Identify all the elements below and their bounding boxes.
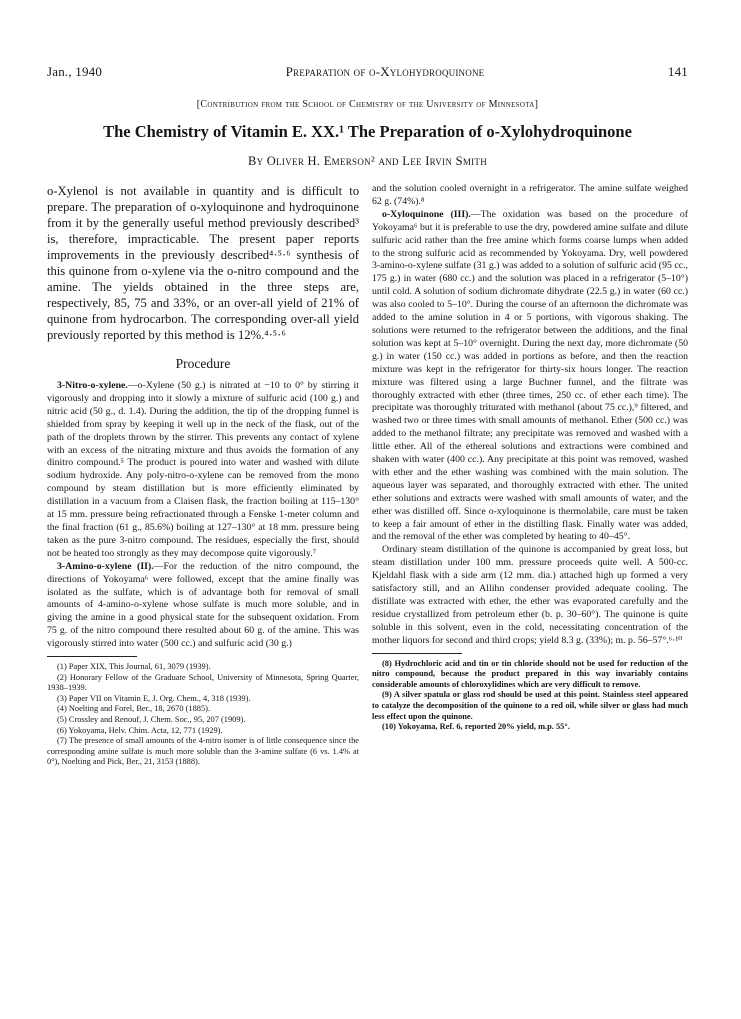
footnote: (2) Honorary Fellow of the Graduate School, University of Minnesota, Spring Quarter, 1938–1939. [47, 672, 359, 693]
paragraph-text: Ordinary steam distillation of the quinone is accompanied by great loss, but steam distillation under 100 mm. pressure proceeds quite well. A 500-cc. Kjeldahl flask with a side arm (12 mm. dia.) attached high up formed a very satisfactory still, and an Allihn condenser provided adequate cooling. The distillate was extracted with ether, the ether was evaporated carefully and the residue crystallized from petroleum ether (b. p. 30–60°). The quinone is quite soluble in this solvent, even in the cold, necessitating concentration of the mother liquors for second and third crops; yield 8.3 g. (33%); m. p. 56–57°.⁶·¹⁰ [372, 544, 688, 646]
paragraph-amino-xylene [47, 561, 359, 651]
footnote: (7) The presence of small amounts of the 4-nitro isomer is of little consequence since the corresponding amine sulfate is much more soluble than the 3-amine sulfate (6 vs. 1.4% at 0°), Noelting and Pick, Ber., 21, 3153 (1888). [47, 736, 359, 767]
footnote-rule [372, 653, 462, 654]
footnote: (5) Crossley and Renouf, J. Chem. Soc., 95, 207 (1909). [57, 715, 246, 724]
header-running-title: Preparation of o-Xylohydroquinone [285, 64, 485, 79]
footnote: (3) Paper VII on Vitamin E, J. Org. Chem., 4, 318 (1939). [57, 693, 251, 703]
paragraph-nitro-xylene [47, 380, 359, 561]
header-page-number: 141 [667, 64, 688, 79]
paragraph-xyloquinone [372, 209, 688, 545]
paragraph-steam-distillation [372, 544, 688, 647]
left-column [47, 183, 359, 768]
footnotes-left [47, 662, 359, 768]
paragraph-text: and the solution cooled overnight in a refrigerator. The amine sulfate weighed 62 g. (74%).⁸ [372, 183, 688, 207]
paragraph-amine-sulfate-end [372, 183, 688, 209]
footnote: (4) Noelting and Forel, Ber., 18, 2670 (1885). [57, 704, 211, 714]
footnotes-right [372, 659, 688, 733]
running-header [47, 64, 688, 80]
footnote: (1) Paper XIX, This Journal, 61, 3079 (1939). [57, 662, 211, 672]
paragraph-lead: o-Xyloquinone (III). [382, 208, 471, 220]
header-date: Jan., 1940 [47, 64, 103, 79]
author-line: By Oliver H. Emerson² and Lee Irvin Smith [247, 154, 488, 168]
article-title: The Chemistry of Vitamin E. XX.¹ The Preparation of o-Xylohydroquinone [103, 122, 632, 141]
footnote: (10) Yokoyama, Ref. 6, reported 20% yield, m.p. 55°. [382, 722, 570, 732]
paragraph-text: —o-Xylene (50 g.) is nitrated at −10 to 0° by stirring it vigorously and dropping into it slowly a mixture of sulfuric acid (100 g.) and nitric acid (50 g., d. 1.4). During the addition, the tip of the dropping funnel is shielded from spray by keeping it well up in the neck of the flask, out of the path of the droplets thrown by the stirrer. This prevents any contact of xylene with an excess of the nitrating mixture and thus avoids the formation of any dinitro compound.⁵ The product is poured into water and washed with dilute sodium hydroxide. Any poly-nitro-o-xylene can be removed from the mono compound by steam distillation but is more efficiently eliminated by distillation in a vacuum from a Claisen flask, the fraction boiling at 115–130° at 15 mm. pressure being refractionated through a Fenske 1-meter column and the final fraction (61 g., 85.6%) boiling at 127–130° at 18 mm. pressure being taken as the pure 3-nitro compound. The residues, especially the first, should not be heated too strongly as they may decompose quite vigorously.⁷ [47, 380, 359, 559]
intro-paragraph: o-Xylenol is not available in quantity and is difficult to prepare. The preparation of o-xyloquinone and hydroquinone from it by the generally useful method previously described³ is, therefore, impracticable. The present paper reports improvements in the previously described⁴·⁵·⁶ synthesis of this quinone from o-xylene via the o-nitro compound and the amine. The yields obtained in the three steps are, respectively, 85, 75 and 33%, or an over-all yield of 21% of quinone from hydrocarbon. The corresponding over-all yield previously reported by this method is 12%.⁴·⁵·⁶ [47, 184, 359, 342]
two-column-body [47, 183, 688, 768]
right-column [372, 183, 688, 768]
footnote: (6) Yokoyama, Helv. Chim. Acta, 12, 771 (1929). [57, 725, 223, 735]
paragraph-lead: 3-Nitro-o-xylene. [57, 380, 128, 391]
section-heading-procedure: Procedure [175, 356, 231, 371]
paragraph-text: —The oxidation was based on the procedure of Yokoyama⁶ but it is preferable to use the dry, powdered amine sulfate and dilute sulfuric acid rather than the free amine which forms coarse lumps when added to the strong sulfuric acid as recommended by Yokoyama. Dry, well powdered 3-amino-o-xylene sulfate (31 g.) was added to a solution of sulfuric acid (95 cc., 175 g.) in water (680 cc.) and the solution was placed in a refrigerator (5–10°) until cold. A solution of sodium dichromate dihydrate (22.5 g.) in water (60 cc.) was also cooled to 5–10°. During the course of an afternoon the dichromate was added to the amine solution in 4 or 5 portions, with vigorous shaking. The solutions were returned to the refrigerator between the additions, and the final solution was kept at 5–10° overnight. During the next day, more dichromate (50 g.) in water (150 cc.) was added in portions as before, and then the reaction mixture was kept in the refrigerator for thirty-six hours longer. The reaction mixture was filtered using a large Buchner funnel, and the filtrate was thoroughly extracted with ether (three times, 250 cc. of ether each time). The precipitate was thoroughly triturated with methanol (about 75 cc.),⁹ filtered, and washed two or three times with small amounts of methanol. Ether (500 cc.) was added to the methanol filtrate; any precipitate was removed and washed with a little ether. All of the ethereal solutions and extractions were combined and shaken with water (400 cc.). Any precipitate at this point was removed, washed with ether and the ether washing was combined with the main solution. The aqueous layer was separated, and thoroughly extracted with ether. The united ether solutions and extracts were washed with small amounts of water, and the ether was distilled off. Since o-xyloquinone is thermolabile, care must be taken to keep a fair amount of ether in the distilling flask. Finally water was added, and the removal of the ether was completed by heating to 40–45°. [372, 208, 688, 543]
footnote: (9) A silver spatula or glass rod should be used at this point. Stainless steel appeared to catalyze the decomposition of the quinone to a red oil, while silver or glass had much less effect upon the quinone. [372, 690, 688, 721]
contribution-line: [Contribution from the School of Chemistry of the University of Minnesota] [196, 99, 539, 110]
footnote-rule [47, 656, 137, 657]
footnote: (8) Hydrochloric acid and tin or tin chloride should not be used for reduction of the nitro compound, because the product prepared in this way invariably contains considerable amounts of chloroxylidines which are very difficult to remove. [372, 658, 688, 689]
paragraph-lead: 3-Amino-o-xylene (II). [57, 560, 154, 572]
paragraph-text: —For the reduction of the nitro compound, the directions of Yokoyama⁶ were followed, except that the amine finally was isolated as the sulfate, which is of advantage both for removal of small amounts of 4-amino-o-xylene whose sulfate is much more soluble, and in giving the amine in a good physical state for the subsequent oxidation. From 75 g. of the nitro compound there resulted about 60 g. of the amine. This was vigorously stirred into water (500 cc.) and sulfuric acid (30 g.) [47, 560, 359, 650]
